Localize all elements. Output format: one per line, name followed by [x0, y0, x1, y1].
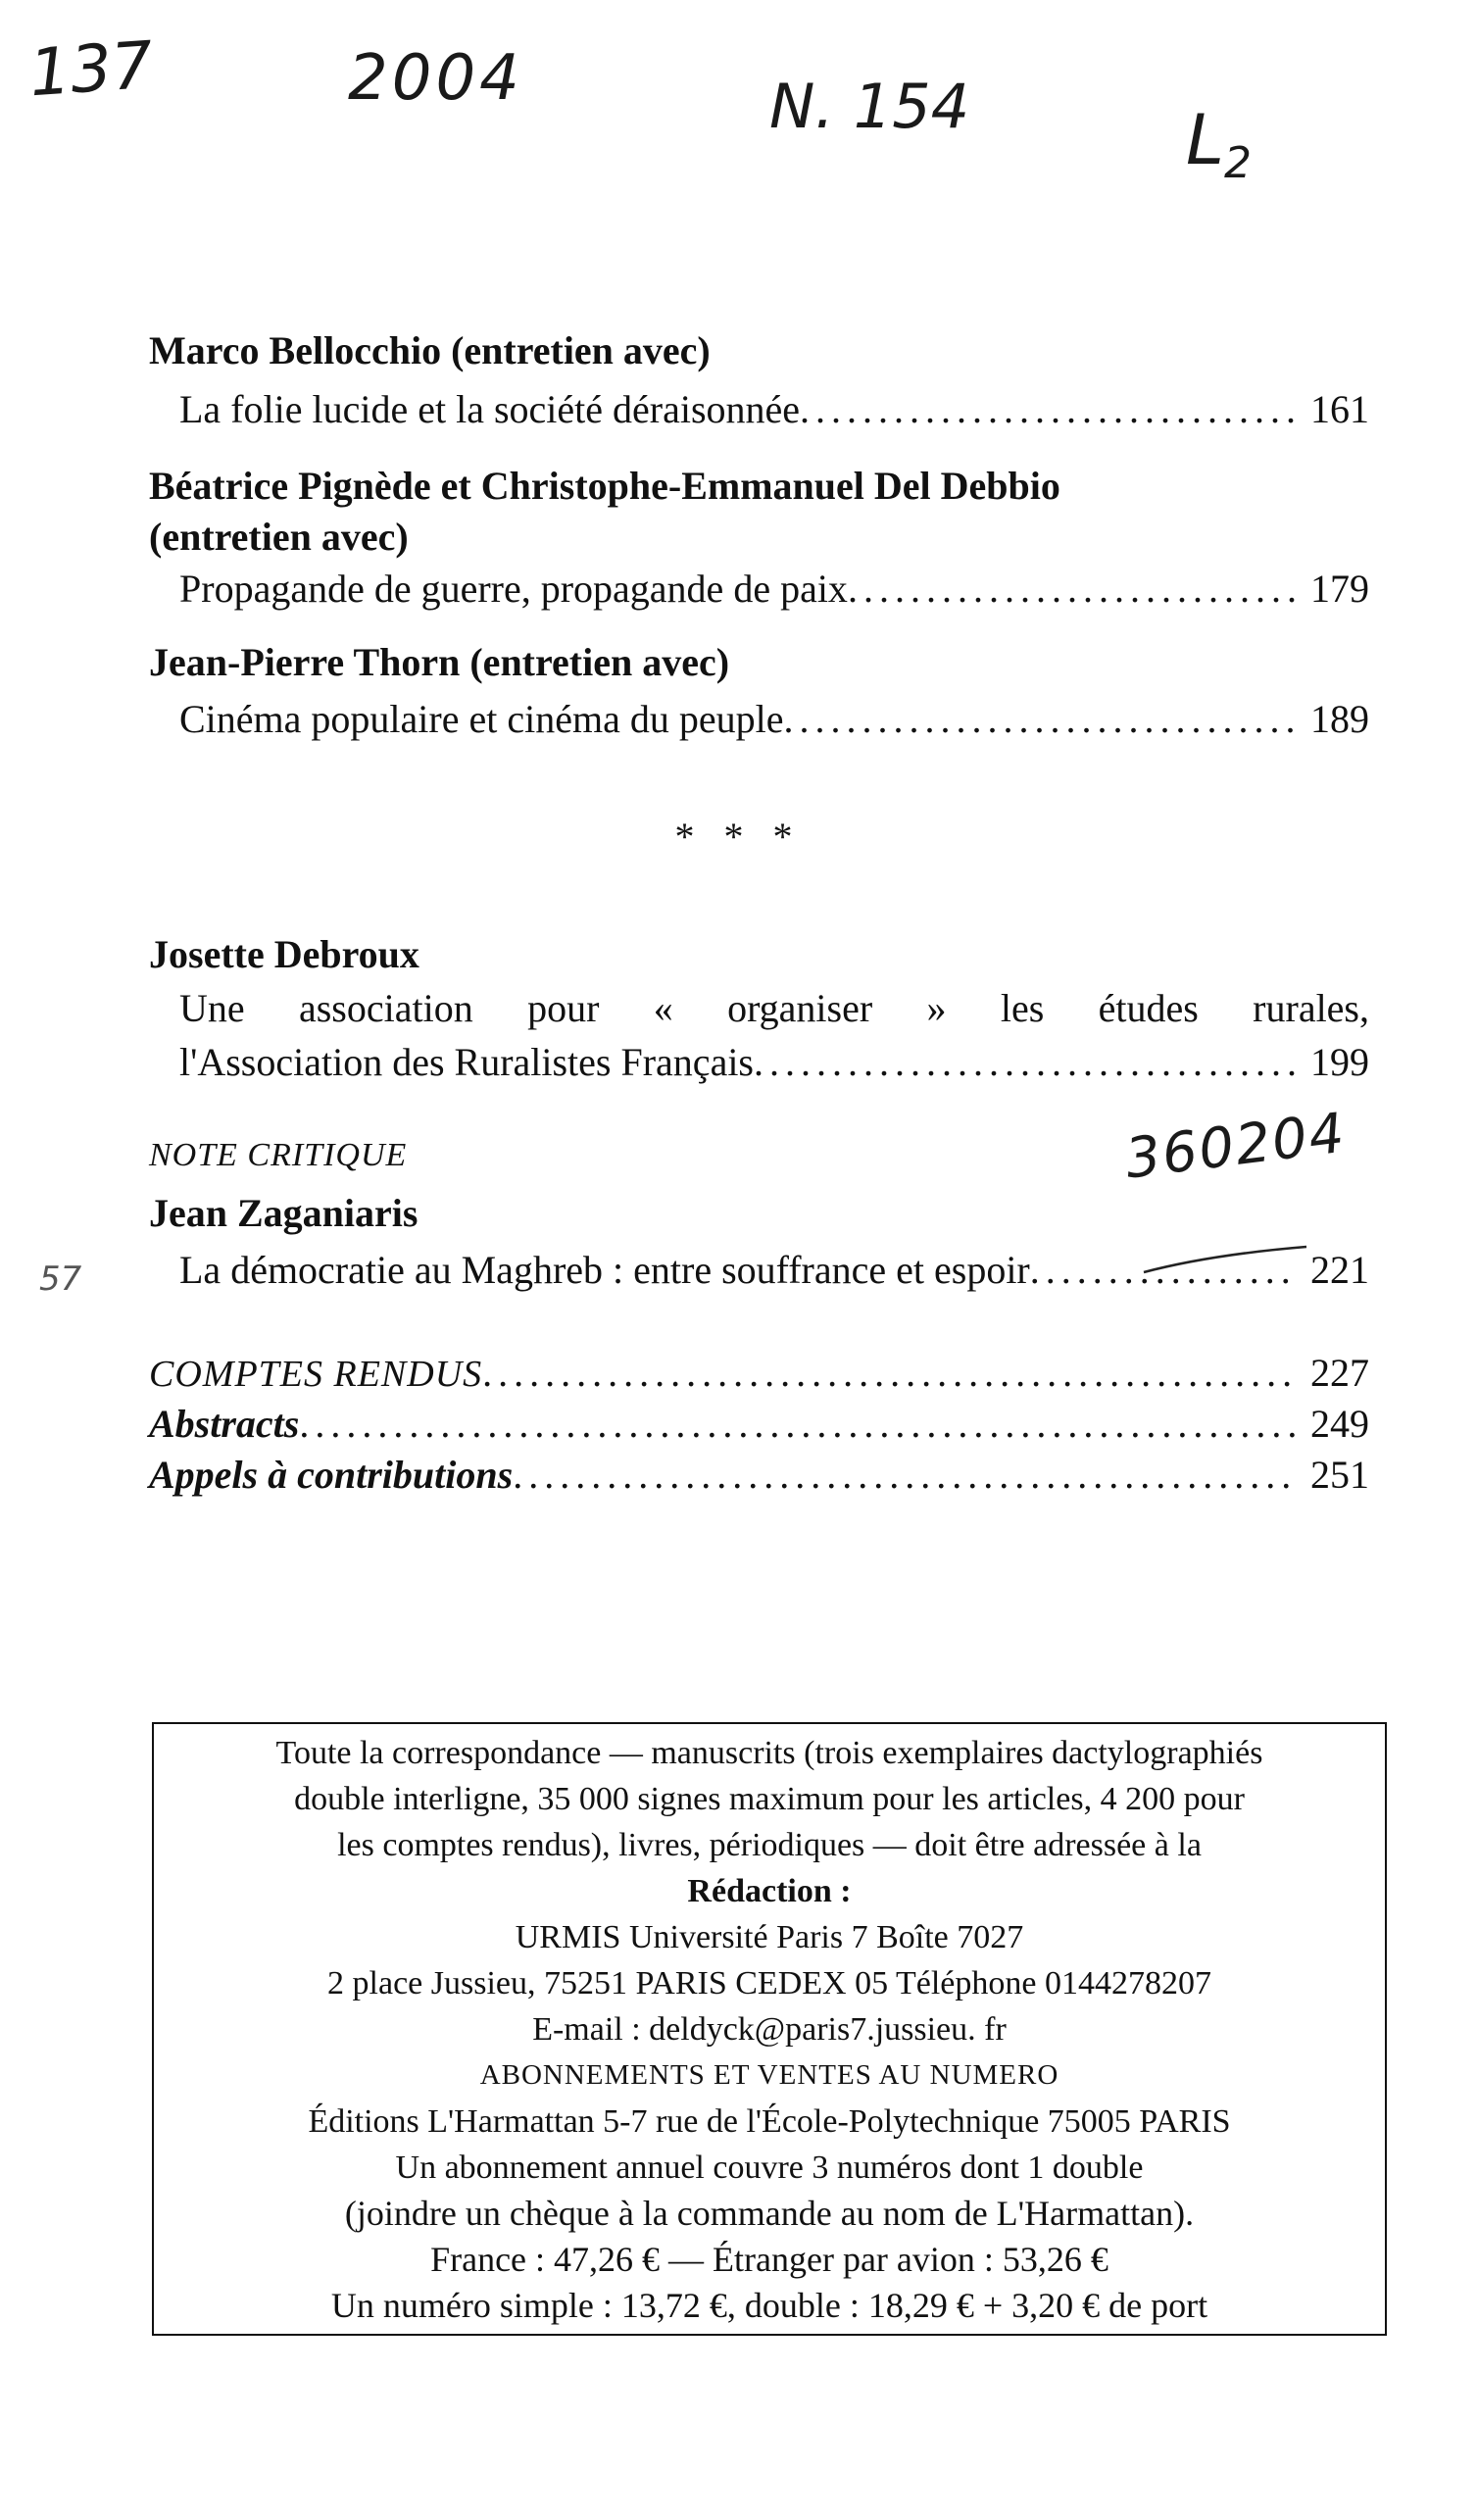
handwritten-issue-number: N. 154 — [769, 71, 970, 142]
redaction-label: Rédaction : — [687, 1873, 852, 1909]
subscription-line: Un abonnement annuel couvre 3 numéros dont 1 double — [395, 2149, 1144, 2186]
notice-line: Toute la correspondance — manuscrits (trois exemplaires dactylographiés — [275, 1735, 1263, 1771]
toc-author-pignede-del-debbio: Béatrice Pignède et Christophe-Emmanuel Del Debbio — [149, 464, 1060, 508]
address-line: URMIS Université Paris 7 Boîte 7027 — [515, 1919, 1024, 1955]
handwritten-margin-mark: 57 — [39, 1260, 82, 1299]
toc-section-label: Abstracts — [149, 1402, 300, 1446]
toc-title: Propagande de guerre, propagande de paix — [179, 567, 848, 611]
toc-entry-zaganiaris — [179, 1245, 1369, 1296]
toc-author-bellocchio: Marco Bellocchio (entretien avec) — [149, 328, 711, 372]
toc-entry-thorn — [179, 694, 1369, 745]
toc-title-line1: Une association pour « organiser » les études rurales, — [179, 986, 1369, 1030]
toc-leader-dots — [848, 564, 1295, 615]
section-separator: * * * — [674, 815, 803, 859]
toc-section-label: COMPTES RENDUS — [149, 1354, 483, 1395]
toc-leader-dots — [800, 384, 1295, 435]
handwritten-year: 2004 — [348, 42, 523, 115]
toc-entry-debroux — [179, 1037, 1369, 1088]
note-critique-label: NOTE CRITIQUE — [149, 1137, 408, 1173]
toc-author-thorn: Jean-Pierre Thorn (entretien avec) — [149, 640, 730, 684]
toc-page-number: 227 — [1310, 1351, 1369, 1395]
toc-page-number: 189 — [1310, 697, 1369, 741]
handwritten-corner-mark: $L_2$ — [1186, 100, 1252, 188]
notice-line: double interligne, 35 000 signes maximum pour les articles, 4 200 pour — [294, 1781, 1245, 1817]
publisher-line: Éditions L'Harmattan 5-7 rue de l'École-Polytechnique 75005 PARIS — [308, 2103, 1231, 2140]
toc-page-number: 251 — [1310, 1453, 1369, 1497]
toc-leader-dots — [783, 694, 1295, 745]
toc-leader-dots — [299, 1399, 1295, 1450]
toc-title: La folie lucide et la société déraisonnée — [179, 387, 801, 431]
toc-page-number: 179 — [1310, 567, 1369, 611]
toc-title: Cinéma populaire et cinéma du peuple — [179, 697, 784, 741]
toc-page-number: 199 — [1310, 1040, 1369, 1084]
toc-page-number: 221 — [1310, 1248, 1369, 1292]
toc-author-debroux: Josette Debroux — [149, 932, 419, 976]
subscription-line: (joindre un chèque à la commande au nom de L'Harmattan). — [344, 2194, 1195, 2233]
toc-title-line2: l'Association des Ruralistes Français — [179, 1040, 754, 1084]
toc-entry-bellocchio — [179, 384, 1369, 435]
handwritten-side-number: 360204 — [1121, 1101, 1350, 1192]
toc-entry-appels — [149, 1450, 1369, 1501]
toc-entry-pignede — [179, 564, 1369, 615]
toc-page-number: 161 — [1310, 387, 1369, 431]
email-line: E-mail : deldyck@paris7.jussieu. fr — [532, 2011, 1007, 2048]
toc-entry-abstracts — [149, 1399, 1369, 1450]
correspondence-notice-box — [152, 1722, 1387, 2336]
single-issue-price-line: Un numéro simple : 13,72 €, double : 18,29 € + 3,20 € de port — [330, 2286, 1208, 2325]
toc-leader-dots — [754, 1037, 1295, 1088]
notice-line: les comptes rendus), livres, périodiques — doit être adressée à la — [337, 1827, 1202, 1863]
toc-leader-dots — [482, 1348, 1295, 1399]
address-line: 2 place Jussieu, 75251 PARIS CEDEX 05 Téléphone 0144278207 — [327, 1965, 1211, 2001]
toc-page-number: 249 — [1310, 1402, 1369, 1446]
handwritten-number: 137 — [26, 26, 156, 112]
toc-leader-dots — [513, 1450, 1295, 1501]
toc-title: La démocratie au Maghreb : entre souffrance et espoir — [179, 1248, 1030, 1292]
price-line: France : 47,26 € — Étranger par avion : 53,26 € — [430, 2240, 1108, 2279]
toc-entry-comptes-rendus — [149, 1348, 1369, 1400]
subscriptions-label: ABONNEMENTS ET VENTES AU NUMERO — [479, 2059, 1059, 2091]
toc-section-label: Appels à contributions — [149, 1453, 514, 1497]
toc-author-zaganiaris: Jean Zaganiaris — [149, 1191, 418, 1235]
toc-author-line2: (entretien avec) — [149, 515, 409, 559]
toc-leader-dots — [1030, 1245, 1295, 1296]
